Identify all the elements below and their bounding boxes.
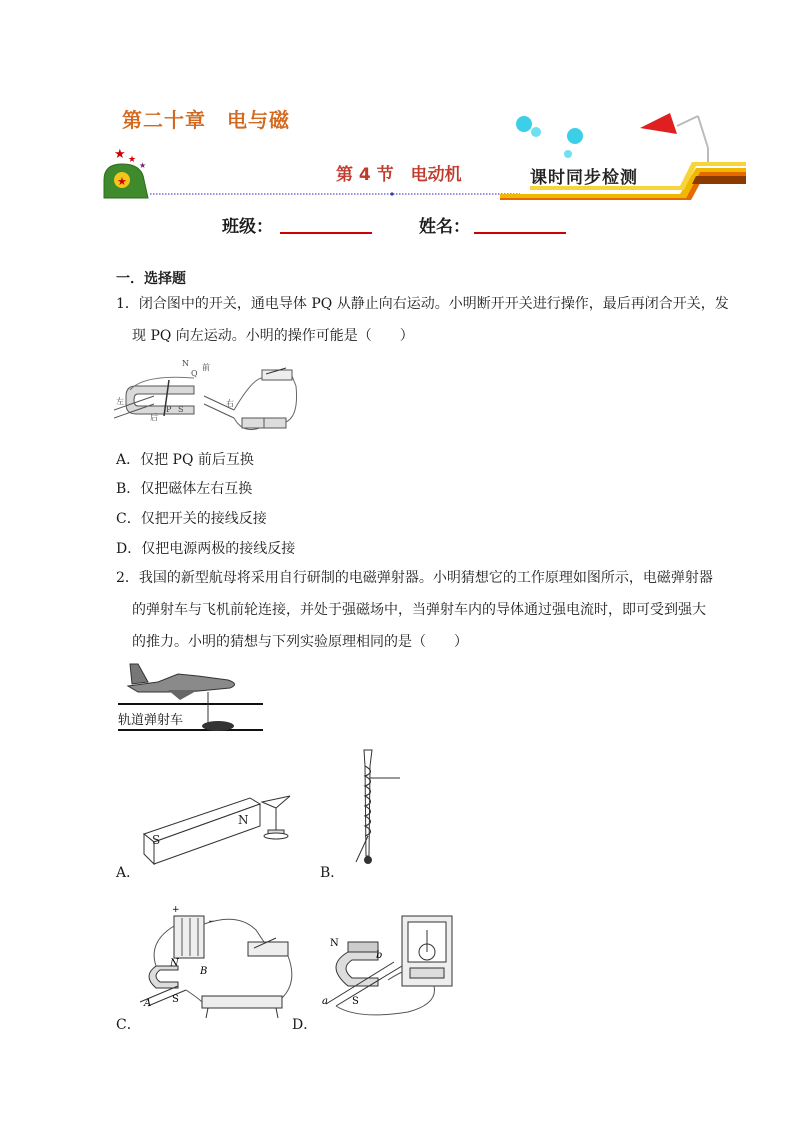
figure-option-c bbox=[138, 902, 298, 1027]
label-p: P bbox=[166, 405, 172, 414]
figure-q2-catapult bbox=[118, 656, 263, 734]
catapult-caption: 轨道弹射车 bbox=[118, 713, 184, 728]
logo-icon bbox=[104, 147, 148, 198]
fig-c-minus: − bbox=[208, 917, 216, 927]
option-a-label[interactable]: A． bbox=[116, 865, 141, 881]
fig-c-a: A bbox=[144, 998, 152, 1009]
label-right: 右 bbox=[226, 399, 234, 408]
fig-d-a: a bbox=[322, 996, 328, 1007]
question-2-line-2: 的弹射车与飞机前轮连接，并处于强磁场中，当弹射车内的导体通过强电流时，即可受到强大 bbox=[132, 602, 706, 618]
jet-icon bbox=[128, 664, 235, 700]
header-banner bbox=[100, 108, 760, 200]
label-q: Q bbox=[191, 369, 198, 378]
question-2-line-1: 2．我国的新型航母将采用自行研制的电磁弹射器。小明猜想它的工作原理如图所示，电磁弹射器 bbox=[116, 570, 713, 586]
svg-text:★: ★ bbox=[114, 147, 126, 162]
question-1-line-2: 现 PQ 向左运动。小明的操作可能是（ ） bbox=[132, 328, 414, 344]
question-2-line-3: 的推力。小明的猜想与下列实验原理相同的是（ ） bbox=[132, 634, 468, 650]
label-front: 前 bbox=[202, 363, 210, 372]
section-title: 第 4 节 电动机 bbox=[336, 165, 462, 185]
banner-text: 课时同步检测 bbox=[530, 168, 638, 188]
fig-c-plus: + bbox=[172, 905, 180, 915]
fig-c-s: S bbox=[172, 994, 179, 1005]
figure-option-a bbox=[140, 790, 300, 870]
fig-a-n: N bbox=[238, 813, 249, 827]
fig-d-b: b bbox=[376, 950, 383, 961]
label-n: N bbox=[182, 359, 189, 368]
name-label: 姓名： bbox=[419, 217, 470, 237]
name-blank[interactable] bbox=[474, 232, 566, 234]
figure-option-d bbox=[318, 912, 468, 1024]
svg-text:★: ★ bbox=[128, 155, 137, 165]
option-c-label[interactable]: C． bbox=[116, 1017, 141, 1033]
q1-option-a[interactable]: A．仅把 PQ 前后互换 bbox=[116, 452, 254, 468]
figure-option-b bbox=[352, 746, 412, 876]
q1-option-b[interactable]: B．仅把磁体左右互换 bbox=[116, 481, 253, 497]
label-back: 后 bbox=[150, 413, 158, 422]
fig-c-n: N bbox=[170, 958, 179, 969]
option-b-label[interactable]: B． bbox=[320, 865, 345, 881]
class-blank[interactable] bbox=[280, 232, 372, 234]
label-s: S bbox=[178, 405, 184, 414]
fig-d-n: N bbox=[330, 938, 339, 949]
q1-option-d[interactable]: D．仅把电源两极的接线反接 bbox=[116, 541, 296, 557]
galvanometer-icon bbox=[402, 916, 452, 986]
fig-d-s: S bbox=[352, 996, 359, 1007]
svg-text:★: ★ bbox=[139, 161, 147, 170]
figure-q1-circuit bbox=[114, 356, 314, 436]
chapter-title: 第二十章 电与磁 bbox=[122, 108, 290, 132]
fig-a-s: S bbox=[152, 833, 161, 847]
fig-c-b: B bbox=[200, 966, 208, 977]
section-heading: 一．选择题 bbox=[116, 271, 186, 287]
label-left: 左 bbox=[116, 397, 124, 406]
svg-text:★: ★ bbox=[117, 175, 127, 188]
lamp-icon bbox=[640, 113, 708, 166]
option-d-label[interactable]: D． bbox=[292, 1017, 318, 1033]
q1-option-c[interactable]: C．仅把开关的接线反接 bbox=[116, 511, 267, 527]
question-1-line-1: 1．闭合图中的开关，通电导体 PQ 从静止向右运动。小明断开开关进行操作，最后再闭合开关，发 bbox=[116, 296, 729, 312]
class-label: 班级： bbox=[222, 217, 273, 237]
